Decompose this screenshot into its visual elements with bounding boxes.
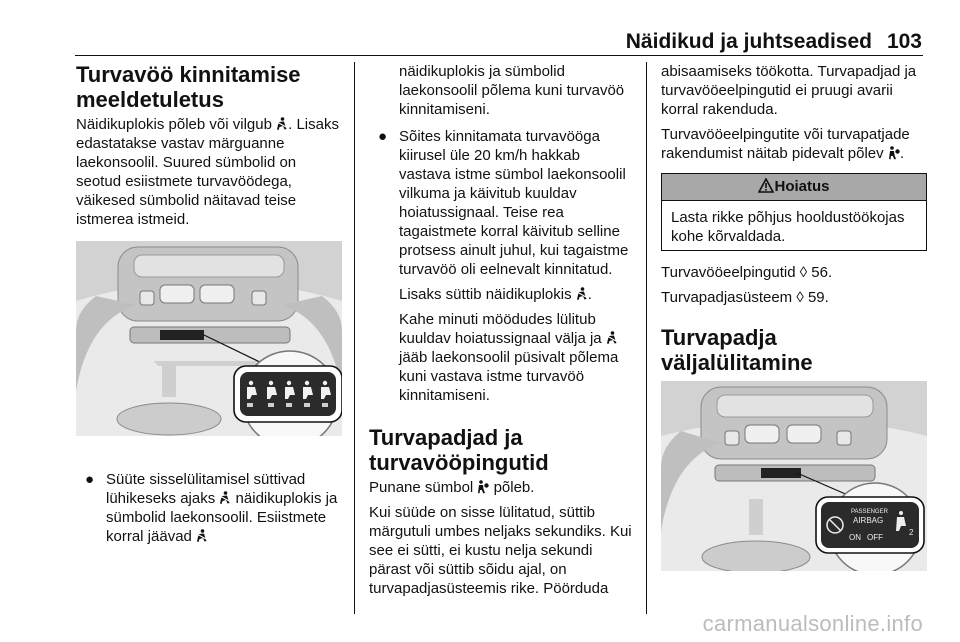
section-heading-seatbelt-reminder: Turvavöö kinnitamise meeldetuletus (76, 62, 301, 112)
seatbelt-icon (219, 491, 231, 505)
seatbelt-icon (606, 331, 618, 345)
list-item: ● Süüte sisselülitamisel süttivad lühikeseks ajaks näidikuplokis ja sümbolid laekonsoolil. Esiistmete korral jäävad (85, 471, 338, 545)
column-divider-1 (354, 62, 355, 614)
overhead-console-photo (76, 241, 342, 436)
list-item: ● Sõites kinnitamata turvavööga kiirusel üle 20 km/h hakkab vastava istme sümbol laekonsoolil vilkuma ja käivitub kuuldav hoiatussignaal. Teise rea tagaistmete korral käivitub selline protsess ainult juhul, kui tagaistme turvavöö oli eelnevalt kinnitatud. (378, 128, 629, 278)
airbag-icon (888, 146, 900, 160)
airbag-on-label: ON (849, 533, 861, 542)
warning-box (661, 173, 927, 251)
column-divider-2 (646, 62, 647, 614)
airbag-panel-number: 2 (909, 528, 914, 537)
header-title: Näidikud ja juhtseadised (625, 30, 872, 53)
deployment-paragraph: Turvavööeelpingutite või turvapatjade rakendumist näitab pidevalt põlev . (661, 126, 910, 162)
airbag-panel-label-passenger: PASSENGER (851, 509, 888, 515)
page-number: 103 (886, 30, 922, 53)
warning-body: Lasta rikke põhjus hooldustöökojas kohe kõrvaldada. (671, 209, 905, 245)
section-heading-airbag-deactivation: Turvapadja väljalülitamine (661, 325, 813, 375)
column-2 (369, 62, 634, 604)
xref-airbag-system: Turvapadjasüsteem ◊ 59. (661, 289, 829, 306)
warning-header (662, 174, 926, 201)
continued-paragraph: abisaamiseks töökotta. Turvapadjad ja turvavööeelpingutid ei pruugi avarii korral rakenduda. (661, 63, 917, 118)
watermark: carmanualsonline.info (702, 611, 923, 636)
airbag-fault-paragraph: Kui süüde on sisse lülitatud, süttib märgutuli umbes neljaks sekundiks. Kui see ei sütti, ei kustu nelja sekundi pärast või süttib sõidu ajal, on turvapadjasüsteemis rike. Pöörduda (369, 504, 632, 597)
column-3 (661, 62, 927, 571)
header-rule (75, 55, 923, 56)
airbag-icon (477, 480, 489, 494)
indicator-paragraph: Lisaks süttib näidikuplokis . (399, 286, 592, 303)
intro-paragraph: Näidikuplokis põleb või vilgub . Lisaks edastatakse vastav märguanne laekonsoolil. Suured sümbolid on seotud esiistmete turvavöödega, väikesed sümbolid näitavad teise istmerea istmeid. (76, 116, 339, 228)
airbag-deactivation-photo (661, 381, 927, 571)
page-ref-arrow-icon: ◊ (796, 289, 804, 306)
column-1 (76, 62, 342, 552)
warning-title: Hoiatus (774, 178, 830, 195)
airbag-panel-label-airbag: AIRBAG (853, 516, 884, 525)
warning-triangle-icon (758, 178, 774, 193)
seatbelt-icon (576, 287, 588, 301)
signal-paragraph: Kahe minuti möödudes lülitub kuuldav hoiatussignaal välja ja jääb laekonsoolil püsivalt põlema kuni vastava istme turvavöö kinnitamiseni. (399, 311, 619, 404)
running-header (0, 30, 960, 58)
seatbelt-icon (196, 529, 208, 543)
airbag-indicator-paragraph: Punane sümbol põleb. (369, 479, 535, 496)
xref-pretensioners: Turvavööeelpingutid ◊ 56. (661, 264, 833, 281)
page-ref-arrow-icon: ◊ (799, 264, 808, 281)
section-heading-airbags: Turvapadjad ja turvavööpingutid (369, 425, 549, 475)
airbag-off-label: OFF (867, 533, 883, 542)
continued-paragraph: näidikuplokis ja sümbolid laekonsoolil põlema kuni turvavöö kinnitamiseni. (399, 63, 625, 118)
seatbelt-icon (276, 117, 288, 131)
